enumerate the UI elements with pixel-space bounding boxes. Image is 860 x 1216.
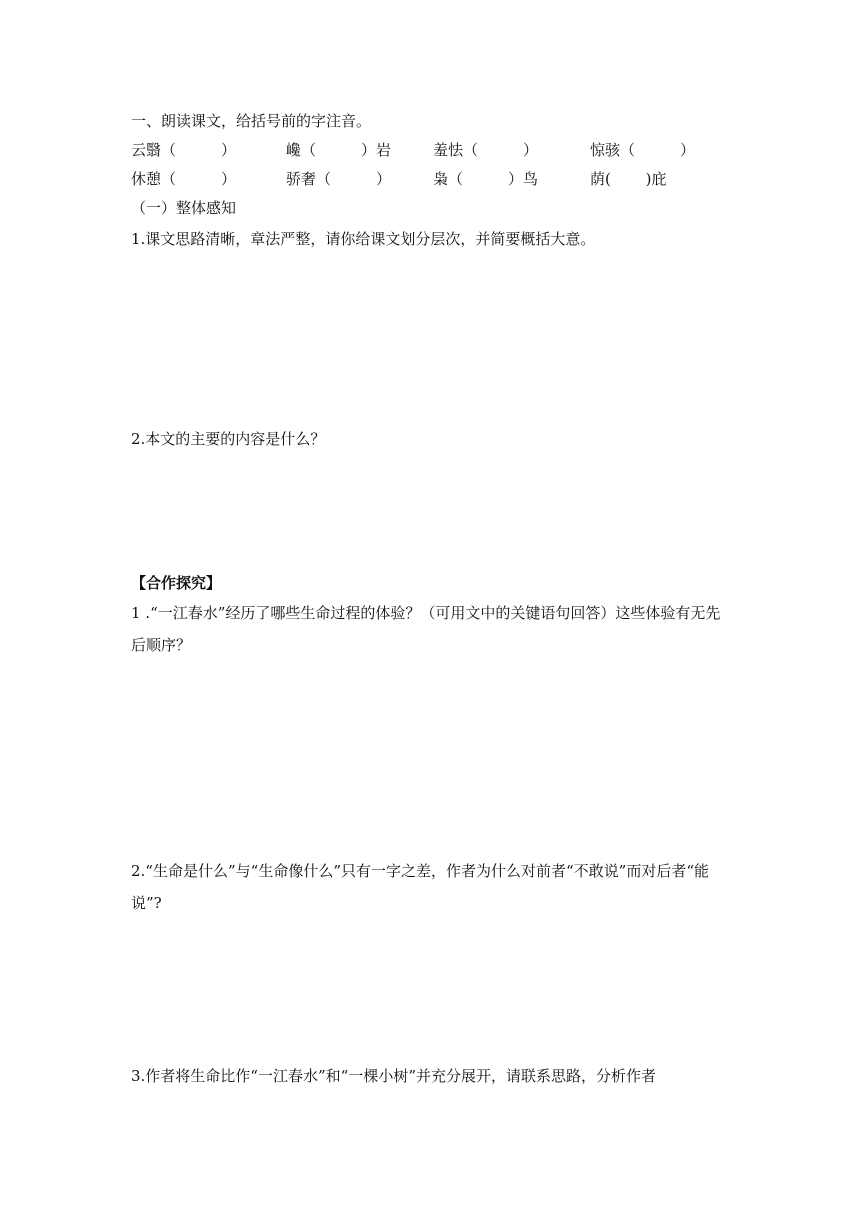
question-what-vs-like: 2.“生命是什么”与“生命像什么”只有一字之差，作者为什么对前者“不敢说”而对后者“能说”? <box>131 862 709 912</box>
pinyin-item: 骄奢（ ） <box>286 170 392 188</box>
pinyin-item: 云翳（ ） <box>131 141 237 159</box>
pinyin-item: 惊骇（ ） <box>590 141 696 159</box>
pinyin-item: 枭（ ）鸟 <box>433 170 539 188</box>
pinyin-item: 荫( )庇 <box>590 170 667 188</box>
pinyin-item: 羞怯（ ） <box>433 141 539 159</box>
question-metaphor-analysis: 3.作者将生命比作“一江春水”和“一棵小树”并充分展开，请联系思路，分析作者 <box>131 1067 656 1085</box>
overview-heading: （一）整体感知 <box>131 199 237 217</box>
question-structure: 1.课文思路清晰，章法严整，请你给课文划分层次，并简要概括大意。 <box>131 230 596 248</box>
question-river-experience: 1 .“一江春水”经历了哪些生命过程的体验？（可用文中的关键语句回答）这些体验有无先后顺序？ <box>131 604 721 654</box>
pinyin-item: 巉（ ）岩 <box>286 141 392 159</box>
pinyin-item: 休憩（ ） <box>131 170 237 188</box>
explore-heading: 【合作探究】 <box>131 574 222 592</box>
question-main-content: 2.本文的主要的内容是什么？ <box>131 430 326 448</box>
section1-heading: 一、朗读课文，给括号前的字注音。 <box>131 112 372 130</box>
